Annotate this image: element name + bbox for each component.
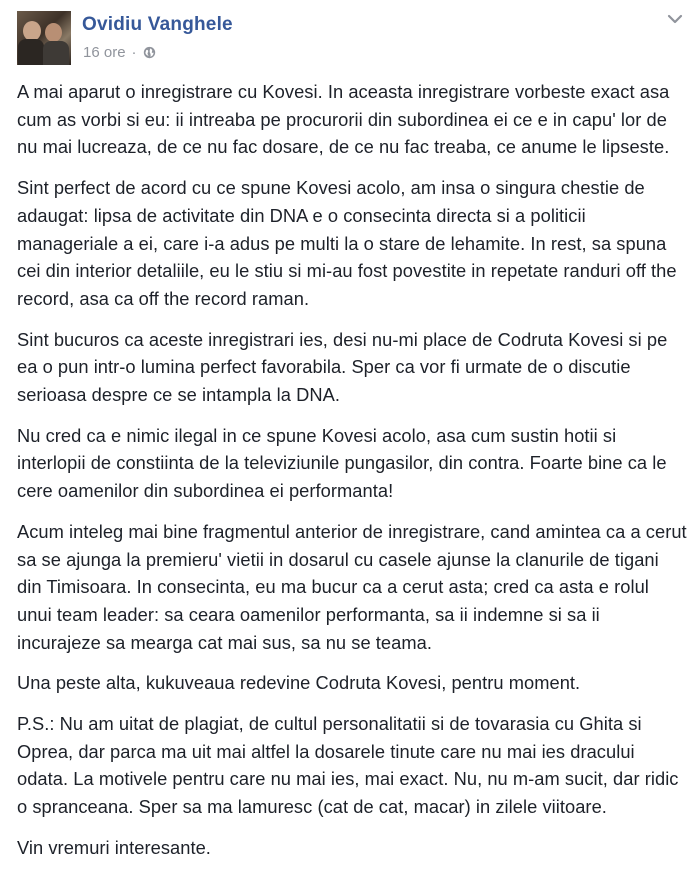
post-paragraph: Nu cred ca e nimic ilegal in ce spune Kovesi acolo, asa cum sustin hotii si interlopii de constiinta de la televiziunile pungasilor, din contra. Foarte bine ca le cere oamenilor din subordinea ei performanta! bbox=[17, 424, 667, 502]
post-paragraph: Vin vremuri interesante. bbox=[17, 836, 211, 858]
meta-separator: · bbox=[131, 44, 137, 61]
chevron-down-icon[interactable] bbox=[667, 13, 683, 25]
avatar-body-left bbox=[18, 39, 44, 65]
post-paragraph: Sint bucuros ca aceste inregistrari ies, desi nu-mi place de Codruta Kovesi si pe ea o pun intr-o lumina perfect favorabila. Sper ca vor fi urmate de o discutie serioasa despre ce se intampla la DNA. bbox=[17, 328, 668, 406]
avatar-body-right bbox=[43, 41, 69, 65]
post-paragraph: Acum inteleg mai bine fragmentul anterior de inregistrare, cand amintea ca a cerut sa se ajunga la premieru' vietii in dosarul cu casele ajunse la clanurile de tigani din Timisoara. In consecinta, eu ma bucur ca a cerut asta; cred ca asta e rolul unui team leader: sa ceara oamenilor performanta, sa ii indemne si sa ii incurajeze sa mearga cat mai sus, sa nu se teama. bbox=[17, 520, 687, 653]
post-paragraph: A mai aparut o inregistrare cu Kovesi. In aceasta inregistrare vorbeste exact asa cum as vorbi si eu: ii intreaba pe procurorii din subordinea ei ce e in capu' lor de nu mai lucreaza, de ce nu fac dosare, de ce nu fac treaba, ce anume le lipseste. bbox=[17, 81, 670, 158]
post-meta bbox=[83, 44, 156, 61]
avatar-person-left bbox=[23, 21, 41, 41]
author-name-link[interactable]: Ovidiu Vanghele bbox=[82, 14, 233, 35]
post-paragraph: Sint perfect de acord cu ce spune Kovesi acolo, am insa o singura chestie de adaugat: lipsa de activitate din DNA e o consecinta directa si a politicii manageriale a ei, care i-a adus pe multi la o stare de lehamite. In rest, sa spuna cei din interior detaliile, eu le stiu si mi-au fost povestite in repetate randuri off the record, asa ca off the record raman. bbox=[17, 177, 677, 309]
avatar[interactable] bbox=[17, 11, 71, 65]
avatar-person-right bbox=[45, 23, 62, 42]
post-paragraph: Una peste alta, kukuveaua redevine Codruta Kovesi, pentru moment. bbox=[17, 672, 581, 694]
post-paragraph: P.S.: Nu am uitat de plagiat, de cultul personalitatii si de tovarasia cu Ghita si Oprea, dar parca ma uit mai altfel la dosarele tinute care nu mai ies dracului odata. La motivele pentru care nu mai ies, mai exact. Nu, nu m-am sucit, dar ridic o spranceana. Sper sa ma lamuresc (cat de cat, macar) in zilele viitoare. bbox=[17, 713, 679, 818]
post-header bbox=[17, 11, 683, 67]
post-timestamp-link[interactable]: 16 ore bbox=[83, 44, 126, 61]
globe-icon[interactable] bbox=[143, 46, 156, 59]
post-body bbox=[17, 78, 687, 875]
